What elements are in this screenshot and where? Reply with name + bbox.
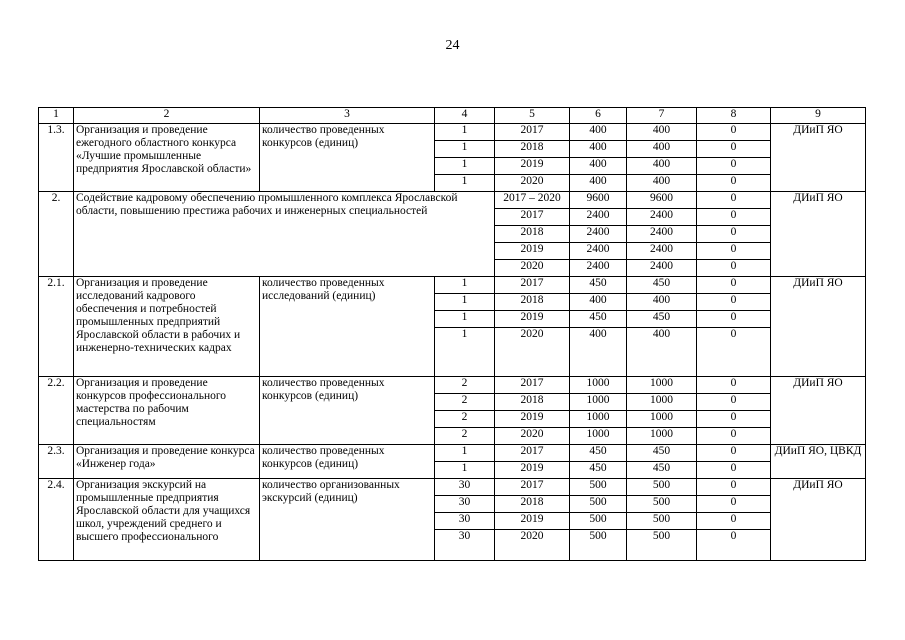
year-cell: 2020 <box>495 175 570 192</box>
col6-cell: 400 <box>570 124 627 141</box>
col8-cell: 0 <box>697 192 771 209</box>
col7-cell: 400 <box>627 158 697 175</box>
table-row <box>39 445 866 462</box>
item-executor: ДИиП ЯО <box>771 277 866 377</box>
col7-cell: 500 <box>627 479 697 496</box>
col6-cell: 400 <box>570 158 627 175</box>
col7-cell: 2400 <box>627 243 697 260</box>
quantity-cell: 1 <box>435 462 495 479</box>
year-cell: 2019 <box>495 513 570 530</box>
col7-cell: 1000 <box>627 428 697 445</box>
quantity-cell: 1 <box>435 277 495 294</box>
column-header: 4 <box>435 108 495 124</box>
quantity-cell: 2 <box>435 428 495 445</box>
year-cell: 2020 <box>495 428 570 445</box>
quantity-cell: 30 <box>435 479 495 496</box>
column-header: 1 <box>39 108 74 124</box>
col6-cell: 1000 <box>570 411 627 428</box>
col7-cell: 400 <box>627 141 697 158</box>
col6-cell: 400 <box>570 328 627 377</box>
col7-cell: 400 <box>627 294 697 311</box>
col6-cell: 450 <box>570 277 627 294</box>
quantity-cell: 2 <box>435 377 495 394</box>
item-executor: ДИиП ЯО <box>771 479 866 561</box>
col7-cell: 1000 <box>627 394 697 411</box>
quantity-cell: 2 <box>435 411 495 428</box>
col8-cell: 0 <box>697 243 771 260</box>
item-number: 2.3. <box>39 445 74 479</box>
year-cell: 2017 <box>495 479 570 496</box>
year-cell: 2017 <box>495 209 570 226</box>
quantity-cell: 2 <box>435 394 495 411</box>
item-indicator: количество проведенных исследований (единиц) <box>260 277 435 377</box>
col7-cell: 500 <box>627 496 697 513</box>
col8-cell: 0 <box>697 496 771 513</box>
col7-cell: 400 <box>627 328 697 377</box>
item-indicator: количество проведенных конкурсов (единиц) <box>260 377 435 445</box>
col6-cell: 500 <box>570 513 627 530</box>
col8-cell: 0 <box>697 462 771 479</box>
col8-cell: 0 <box>697 479 771 496</box>
column-header: 7 <box>627 108 697 124</box>
year-cell: 2017 <box>495 277 570 294</box>
quantity-cell: 1 <box>435 141 495 158</box>
col8-cell: 0 <box>697 226 771 243</box>
year-cell: 2019 <box>495 243 570 260</box>
item-number: 2.4. <box>39 479 74 561</box>
year-cell: 2017 <box>495 445 570 462</box>
item-name: Организация и проведение конкурсов профессионального мастерства по рабочим специальностям <box>74 377 260 445</box>
column-header: 9 <box>771 108 866 124</box>
item-name: Содействие кадровому обеспечению промышленного комплекса Ярославской области, повышению престижа рабочих и инженерных специальностей <box>74 192 495 277</box>
col8-cell: 0 <box>697 377 771 394</box>
year-cell: 2018 <box>495 294 570 311</box>
col8-cell: 0 <box>697 513 771 530</box>
col6-cell: 400 <box>570 175 627 192</box>
col7-cell: 450 <box>627 462 697 479</box>
col6-cell: 9600 <box>570 192 627 209</box>
item-name: Организация и проведение исследований кадрового обеспечения и потребностей промышленных предприятий Ярославской области в рабочих и инженерно-технических кадрах <box>74 277 260 377</box>
quantity-cell: 1 <box>435 294 495 311</box>
col6-cell: 1000 <box>570 428 627 445</box>
col6-cell: 500 <box>570 496 627 513</box>
item-name: Организация экскурсий на промышленные предприятия Ярославской области для учащихся школ, учреждений среднего и высшего профессионального <box>74 479 260 561</box>
col6-cell: 2400 <box>570 243 627 260</box>
col6-cell: 1000 <box>570 377 627 394</box>
column-header: 8 <box>697 108 771 124</box>
year-cell: 2017 <box>495 377 570 394</box>
col7-cell: 1000 <box>627 377 697 394</box>
year-cell: 2020 <box>495 328 570 377</box>
table-row <box>39 377 866 394</box>
item-number: 2.2. <box>39 377 74 445</box>
quantity-cell: 1 <box>435 445 495 462</box>
quantity-cell: 1 <box>435 311 495 328</box>
col6-cell: 450 <box>570 311 627 328</box>
col6-cell: 400 <box>570 141 627 158</box>
quantity-cell: 30 <box>435 513 495 530</box>
table-row <box>39 479 866 496</box>
page-number: 24 <box>445 38 460 53</box>
column-header: 3 <box>260 108 435 124</box>
quantity-cell: 1 <box>435 175 495 192</box>
col8-cell: 0 <box>697 394 771 411</box>
column-header: 2 <box>74 108 260 124</box>
col8-cell: 0 <box>697 445 771 462</box>
item-executor: ДИиП ЯО <box>771 124 866 192</box>
col7-cell: 2400 <box>627 209 697 226</box>
col6-cell: 500 <box>570 530 627 561</box>
col8-cell: 0 <box>697 158 771 175</box>
col7-cell: 9600 <box>627 192 697 209</box>
year-cell: 2020 <box>495 260 570 277</box>
quantity-cell: 30 <box>435 530 495 561</box>
col7-cell: 400 <box>627 124 697 141</box>
col6-cell: 1000 <box>570 394 627 411</box>
column-header: 5 <box>495 108 570 124</box>
item-executor: ДИиП ЯО, ЦВКД <box>771 445 866 479</box>
quantity-cell: 1 <box>435 124 495 141</box>
quantity-cell: 1 <box>435 328 495 377</box>
year-cell: 2019 <box>495 462 570 479</box>
col6-cell: 2400 <box>570 260 627 277</box>
col6-cell: 450 <box>570 462 627 479</box>
col7-cell: 450 <box>627 445 697 462</box>
col8-cell: 0 <box>697 277 771 294</box>
col7-cell: 400 <box>627 175 697 192</box>
col6-cell: 450 <box>570 445 627 462</box>
program-table <box>38 107 866 561</box>
table-row <box>39 124 866 141</box>
year-cell: 2017 <box>495 124 570 141</box>
col8-cell: 0 <box>697 175 771 192</box>
item-number: 1.3. <box>39 124 74 192</box>
year-cell: 2017 – 2020 <box>495 192 570 209</box>
year-cell: 2018 <box>495 496 570 513</box>
col7-cell: 500 <box>627 530 697 561</box>
col8-cell: 0 <box>697 530 771 561</box>
item-name: Организация и проведение ежегодного областного конкурса «Лучшие промышленные предприятия Ярославской области» <box>74 124 260 192</box>
item-number: 2.1. <box>39 277 74 377</box>
item-indicator: количество проведенных конкурсов (единиц) <box>260 445 435 479</box>
year-cell: 2020 <box>495 530 570 561</box>
col6-cell: 400 <box>570 294 627 311</box>
col8-cell: 0 <box>697 428 771 445</box>
column-number-row <box>39 108 866 124</box>
quantity-cell: 1 <box>435 158 495 175</box>
column-header: 6 <box>570 108 627 124</box>
item-number: 2. <box>39 192 74 277</box>
year-cell: 2018 <box>495 394 570 411</box>
col7-cell: 450 <box>627 277 697 294</box>
col7-cell: 2400 <box>627 260 697 277</box>
year-cell: 2019 <box>495 311 570 328</box>
item-indicator: количество проведенных конкурсов (единиц) <box>260 124 435 192</box>
year-cell: 2019 <box>495 158 570 175</box>
year-cell: 2018 <box>495 141 570 158</box>
col6-cell: 2400 <box>570 226 627 243</box>
quantity-cell: 30 <box>435 496 495 513</box>
col8-cell: 0 <box>697 124 771 141</box>
col6-cell: 2400 <box>570 209 627 226</box>
year-cell: 2018 <box>495 226 570 243</box>
col8-cell: 0 <box>697 260 771 277</box>
col6-cell: 500 <box>570 479 627 496</box>
col7-cell: 500 <box>627 513 697 530</box>
table-row <box>39 277 866 294</box>
year-cell: 2019 <box>495 411 570 428</box>
col8-cell: 0 <box>697 411 771 428</box>
item-name: Организация и проведение конкурса «Инженер года» <box>74 445 260 479</box>
col7-cell: 2400 <box>627 226 697 243</box>
col7-cell: 450 <box>627 311 697 328</box>
col8-cell: 0 <box>697 141 771 158</box>
col8-cell: 0 <box>697 209 771 226</box>
col8-cell: 0 <box>697 311 771 328</box>
item-indicator: количество организованных экскурсий (единиц) <box>260 479 435 561</box>
col8-cell: 0 <box>697 328 771 377</box>
col7-cell: 1000 <box>627 411 697 428</box>
table-row <box>39 192 866 209</box>
item-executor: ДИиП ЯО <box>771 192 866 277</box>
item-executor: ДИиП ЯО <box>771 377 866 445</box>
col8-cell: 0 <box>697 294 771 311</box>
